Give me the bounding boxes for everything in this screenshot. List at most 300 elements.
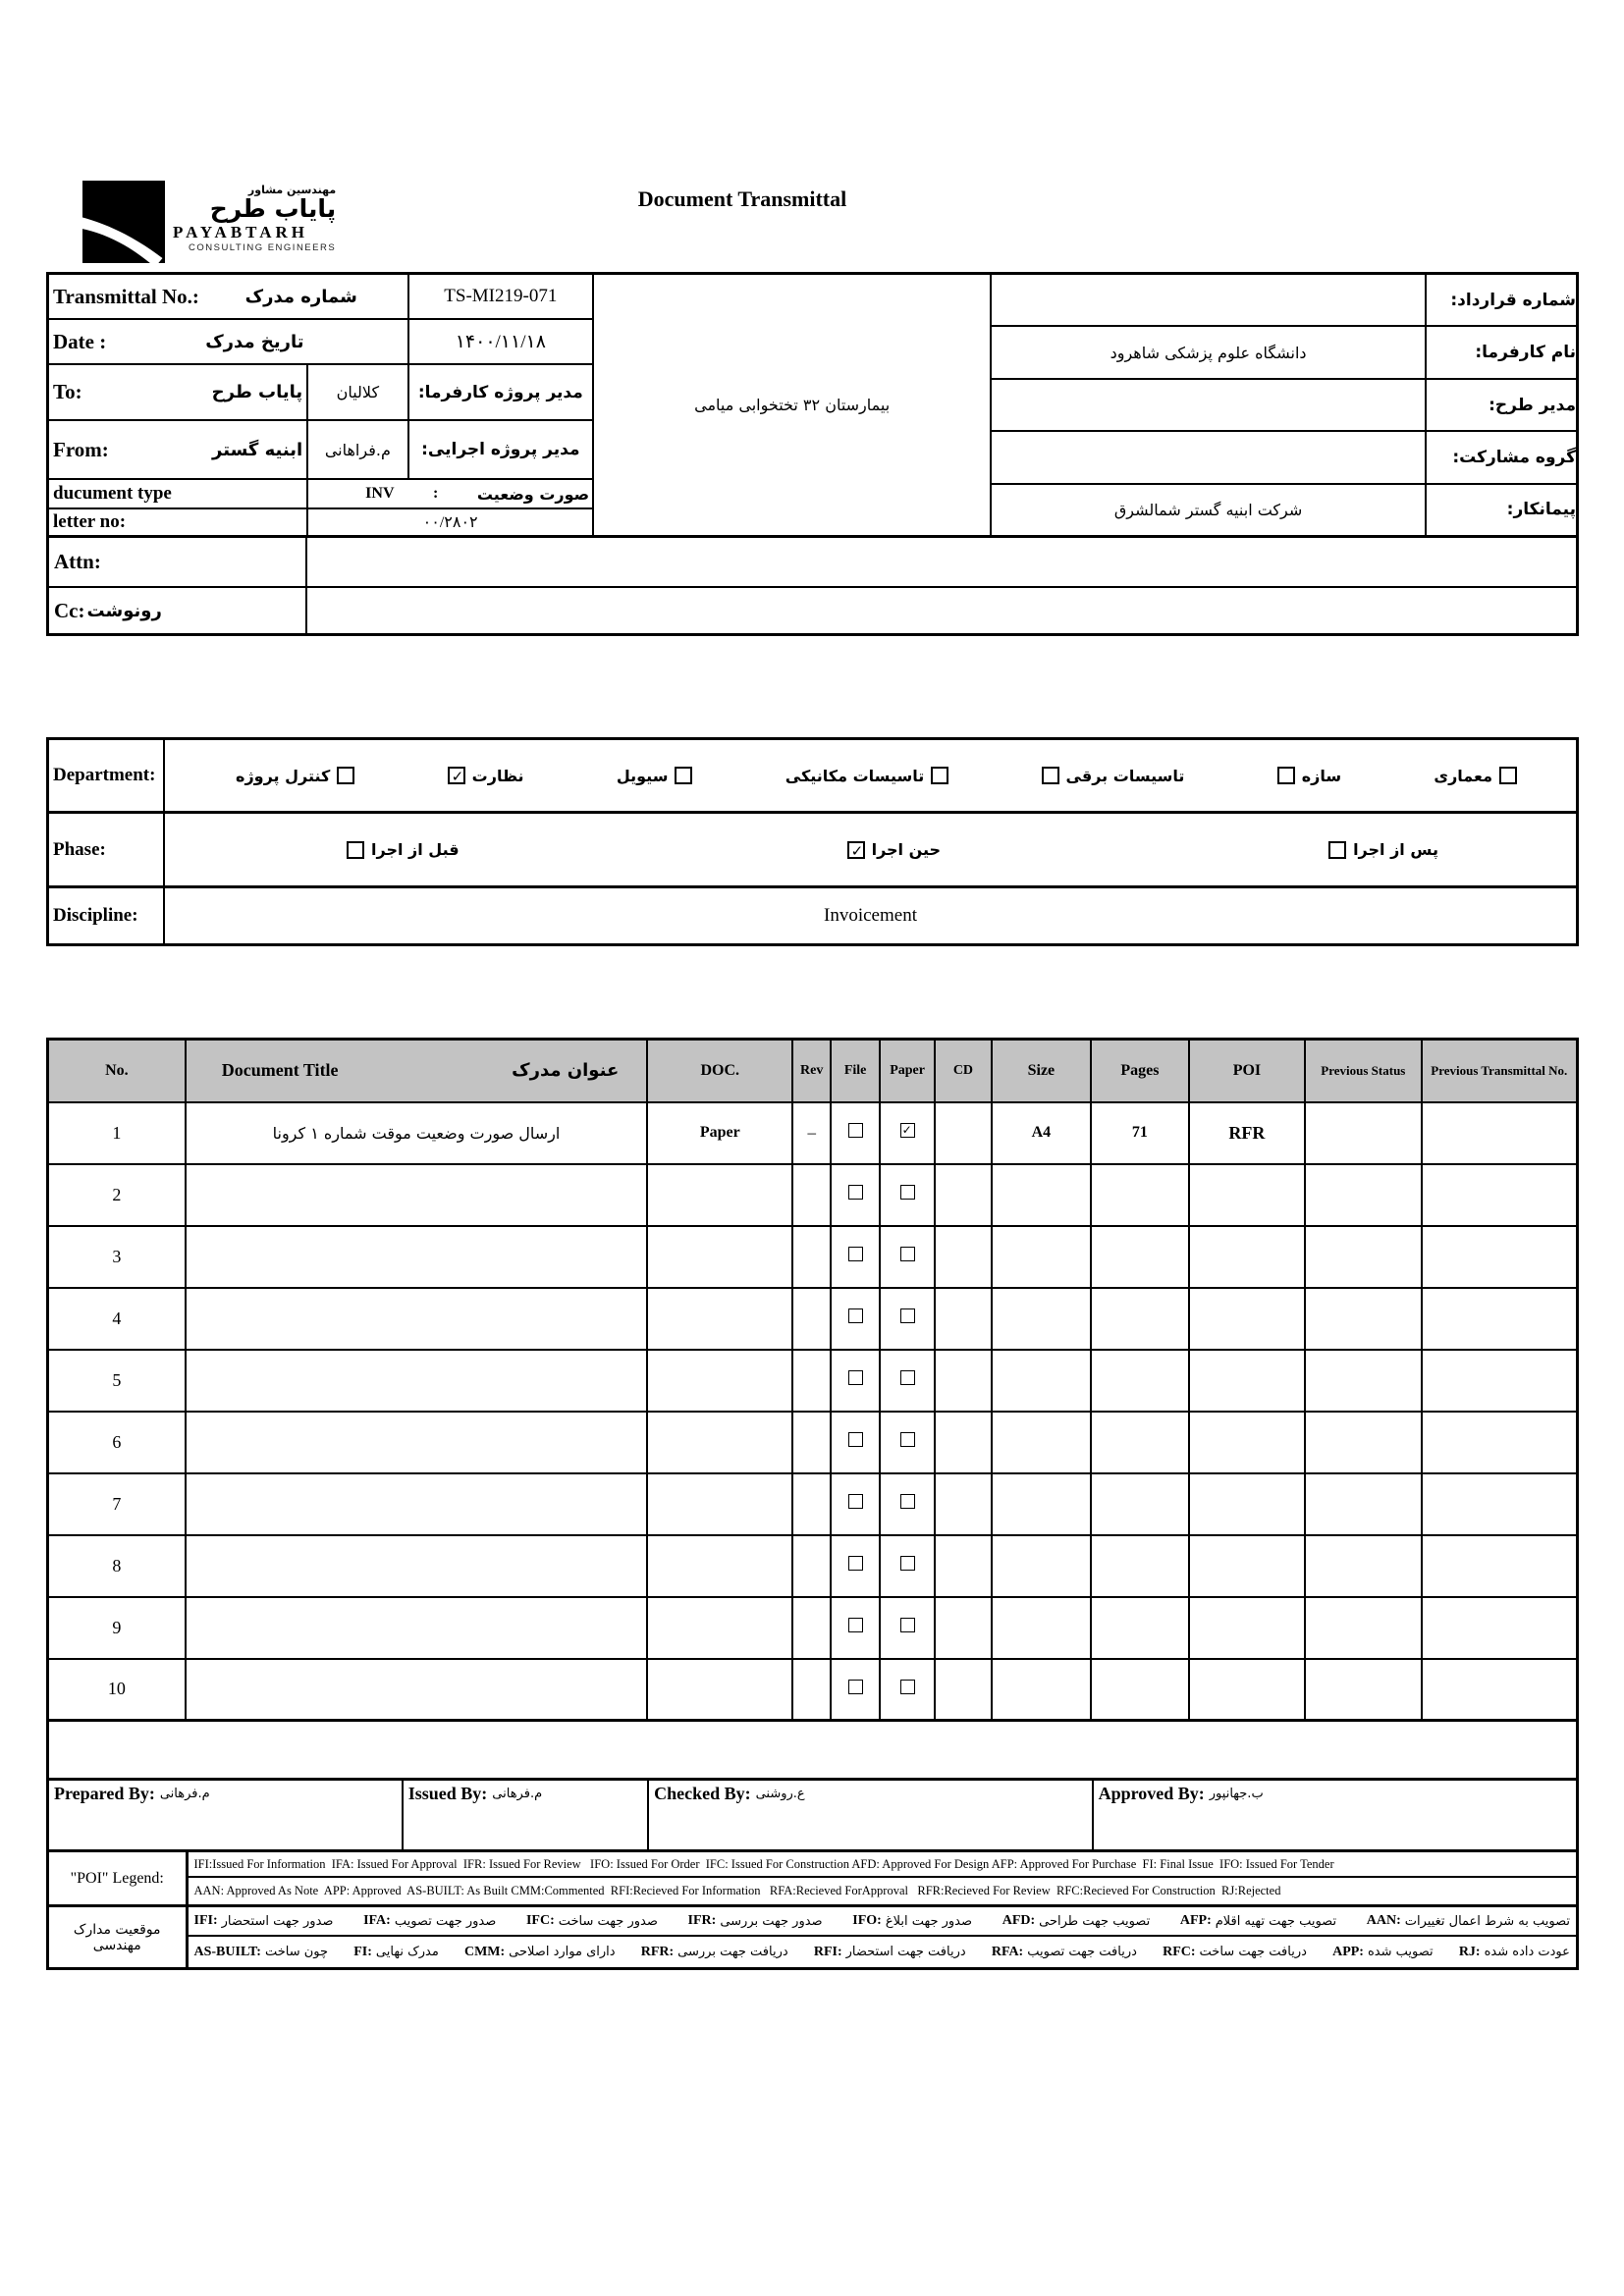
project-name-cell <box>594 275 992 535</box>
date-label: Date : <box>53 329 107 353</box>
cell-cd <box>935 1164 992 1226</box>
poi-legend-item <box>1002 1913 1151 1929</box>
document-type-colon: : <box>433 485 439 502</box>
cell-previous-status <box>1305 1226 1421 1288</box>
date-row <box>49 320 592 365</box>
poi-legend-code: IFO: <box>852 1913 882 1928</box>
date-label-fa: تاریخ مدرک <box>205 331 304 352</box>
file-checkbox[interactable] <box>848 1308 863 1323</box>
discipline-value: Invoicement <box>824 905 917 926</box>
attn-row <box>49 535 1576 586</box>
header-right-row-partnership-group <box>992 432 1576 484</box>
partnership-group-value <box>992 432 1425 482</box>
col-header-rev: Rev <box>792 1040 831 1102</box>
cell-previous-transmittal <box>1422 1226 1578 1288</box>
document-type-label: ducument type <box>53 483 172 504</box>
to-row <box>49 365 592 421</box>
poi-legend-item <box>852 1913 972 1929</box>
poi-legend-item <box>1332 1945 1434 1960</box>
cell-pages <box>1091 1412 1189 1473</box>
cell-poi: RFR <box>1189 1102 1305 1164</box>
cell-size <box>992 1412 1091 1473</box>
department-option-label: تاسیسات مکانیکی <box>785 766 925 785</box>
cell-rev <box>792 1288 831 1350</box>
table-row-7 <box>48 1473 1578 1535</box>
poi-legend-item <box>814 1945 966 1960</box>
cell-doc <box>647 1350 792 1412</box>
phase-row <box>49 814 1576 888</box>
paper-checkbox[interactable] <box>900 1123 915 1138</box>
cell-doc <box>647 1535 792 1597</box>
file-checkbox[interactable] <box>848 1185 863 1200</box>
table-row-6 <box>48 1412 1578 1473</box>
cell-title <box>186 1659 648 1721</box>
cell-cd <box>935 1350 992 1412</box>
department-options <box>165 740 1576 811</box>
department-option-electrical <box>1042 767 1185 785</box>
department-checkbox-electrical[interactable] <box>1042 767 1059 784</box>
cell-file <box>831 1659 880 1721</box>
cell-doc <box>647 1659 792 1721</box>
poi-legend-code: RFI: <box>813 1944 842 1959</box>
approved-by-label: Approved By: <box>1098 1784 1205 1803</box>
cell-rev: – <box>792 1102 831 1164</box>
file-checkbox[interactable] <box>848 1618 863 1632</box>
cell-file <box>831 1597 880 1659</box>
table-row-10 <box>48 1659 1578 1721</box>
cell-previous-transmittal <box>1422 1535 1578 1597</box>
document-type-row <box>49 480 592 509</box>
department-checkbox-supervision[interactable] <box>448 767 465 784</box>
cell-no: 5 <box>48 1350 186 1412</box>
cell-pages <box>1091 1597 1189 1659</box>
poi-legend-code: AAN: <box>1366 1913 1401 1928</box>
cell-paper <box>880 1473 935 1535</box>
logo-latin-subtitle: CONSULTING ENGINEERS <box>189 241 337 253</box>
signature-row <box>46 1778 1579 1852</box>
cell-previous-status <box>1305 1350 1421 1412</box>
poi-legend-item <box>688 1913 823 1929</box>
poi-legend-english-row-1: IFI:Issued For Information IFA: Issued For Approval IFR: Issued For Review IFO: Issued For Order IFC: Issued For Construction AFD: Approved For Design AFP: Approved For Purchase FI: Final Issue IFO: Issued For Tender <box>189 1852 1577 1878</box>
letter-no-row <box>49 509 592 535</box>
cell-title <box>186 1473 648 1535</box>
cell-pages <box>1091 1473 1189 1535</box>
phase-checkbox-during-execution[interactable] <box>847 841 865 859</box>
prepared-by-cell <box>49 1781 404 1849</box>
cell-pages: 71 <box>1091 1102 1189 1164</box>
col-header-cd: CD <box>935 1040 992 1102</box>
paper-checkbox[interactable] <box>900 1370 915 1385</box>
department-section <box>46 737 1579 946</box>
cell-poi <box>1189 1597 1305 1659</box>
poi-legend-persian-row-2 <box>189 1937 1577 1967</box>
poi-legend-item <box>1367 1913 1570 1929</box>
cell-poi <box>1189 1350 1305 1412</box>
cell-size: A4 <box>992 1102 1091 1164</box>
poi-legend-item <box>992 1945 1137 1960</box>
top-band <box>0 0 1624 272</box>
poi-legend-labels <box>49 1852 189 1967</box>
cell-paper <box>880 1102 935 1164</box>
col-header-previous-transmittal: Previous Transmittal No. <box>1422 1040 1578 1102</box>
cell-no: 10 <box>48 1659 186 1721</box>
cell-previous-status <box>1305 1659 1421 1721</box>
department-checkbox-structure[interactable] <box>1277 767 1295 784</box>
poi-legend-desc: تصویب جهت طراحی <box>1039 1913 1151 1929</box>
poi-legend-desc: صدور جهت ابلاغ <box>885 1913 973 1929</box>
department-option-label: سازه <box>1301 766 1342 785</box>
cell-previous-transmittal <box>1422 1164 1578 1226</box>
logo-persian-tagline: مهندسین مشاور <box>247 184 337 196</box>
department-option-mechanical <box>785 767 948 785</box>
department-option-label: نظارت <box>471 766 524 785</box>
date-value: ۱۴۰۰/۱۱/۱۸ <box>407 320 593 363</box>
prepared-by-label: Prepared By: <box>54 1784 155 1803</box>
cell-previous-status <box>1305 1412 1421 1473</box>
poi-legend-english-row-2: AAN: Approved As Note APP: Approved AS-BUILT: As Built CMM:Commented RFI:Recieved For Information RFA:Recieved ForApproval RFR:Recieved For Review RFC:Recieved For Construction RJ:Rejected <box>189 1878 1577 1907</box>
phase-option-label: پس از اجرا <box>1353 840 1438 859</box>
cell-doc: Paper <box>647 1102 792 1164</box>
header-right-row-contract-no <box>992 275 1576 327</box>
cell-no: 8 <box>48 1535 186 1597</box>
checked-by-cell <box>649 1781 1094 1849</box>
to-label: To: <box>53 380 82 403</box>
paper-checkbox[interactable] <box>900 1308 915 1323</box>
cell-cd <box>935 1535 992 1597</box>
cell-size <box>992 1597 1091 1659</box>
file-checkbox[interactable] <box>848 1123 863 1138</box>
file-checkbox[interactable] <box>848 1494 863 1509</box>
paper-checkbox[interactable] <box>900 1494 915 1509</box>
paper-checkbox[interactable] <box>900 1432 915 1447</box>
col-header-title <box>186 1040 648 1102</box>
cell-rev <box>792 1659 831 1721</box>
file-checkbox[interactable] <box>848 1370 863 1385</box>
cell-poi <box>1189 1659 1305 1721</box>
cell-previous-status <box>1305 1473 1421 1535</box>
from-row <box>49 421 592 480</box>
phase-option-before-execution <box>347 840 460 859</box>
col-header-no: No. <box>48 1040 186 1102</box>
cell-no: 9 <box>48 1597 186 1659</box>
cell-title <box>186 1288 648 1350</box>
cell-doc <box>647 1473 792 1535</box>
cell-previous-status <box>1305 1102 1421 1164</box>
cell-paper <box>880 1288 935 1350</box>
cell-pages <box>1091 1226 1189 1288</box>
department-checkbox-architecture[interactable] <box>1499 767 1517 784</box>
poi-legend-item <box>194 1945 329 1960</box>
contract-no-value <box>992 275 1425 325</box>
poi-legend-desc: عودت داده شده <box>1484 1945 1570 1959</box>
cell-pages <box>1091 1535 1189 1597</box>
poi-legend-code: IFC: <box>525 1913 555 1928</box>
department-option-project-control <box>236 767 354 785</box>
cell-paper <box>880 1412 935 1473</box>
cell-file <box>831 1288 880 1350</box>
to-person: کلالیان <box>336 383 380 401</box>
department-checkbox-mechanical[interactable] <box>931 767 948 784</box>
poi-legend-desc: تصویب جهت تهیه اقلام <box>1215 1913 1337 1929</box>
page-title: Document Transmittal <box>637 187 847 211</box>
issued-by-label: Issued By: <box>407 1784 488 1803</box>
cell-poi <box>1189 1473 1305 1535</box>
poi-legend-code: CMM: <box>463 1944 506 1959</box>
poi-legend-desc: دارای موارد اصلاحی <box>509 1945 616 1959</box>
poi-legend-item <box>363 1913 496 1929</box>
phase-option-during-execution <box>847 840 941 859</box>
prepared-by-name: م.فرهانی <box>159 1787 210 1801</box>
cell-previous-status <box>1305 1288 1421 1350</box>
cell-paper <box>880 1535 935 1597</box>
poi-legend-code: RJ: <box>1458 1944 1481 1959</box>
cell-poi <box>1189 1164 1305 1226</box>
poi-legend-body <box>189 1852 1577 1967</box>
cell-title <box>186 1226 648 1288</box>
col-header-paper: Paper <box>880 1040 935 1102</box>
poi-legend-item <box>464 1945 616 1960</box>
cell-paper <box>880 1164 935 1226</box>
col-header-title-en: Document Title <box>221 1060 339 1081</box>
poi-legend-item <box>1163 1945 1307 1960</box>
cell-rev <box>792 1597 831 1659</box>
cell-pages <box>1091 1164 1189 1226</box>
poi-legend-desc: صدور جهت استحضار <box>221 1913 334 1929</box>
cell-cd <box>935 1412 992 1473</box>
cell-rev <box>792 1350 831 1412</box>
cell-file <box>831 1350 880 1412</box>
from-value: ابنیه گستر <box>212 439 303 460</box>
table-row-9 <box>48 1597 1578 1659</box>
cell-size <box>992 1473 1091 1535</box>
cell-cd <box>935 1102 992 1164</box>
department-checkbox-civil[interactable] <box>675 767 692 784</box>
poi-legend-item <box>1180 1913 1336 1929</box>
cell-title <box>186 1412 648 1473</box>
transmittal-no-label-fa: شماره مدرک <box>244 286 357 307</box>
paper-checkbox[interactable] <box>900 1680 915 1694</box>
phase-option-label: قبل از اجرا <box>371 840 460 859</box>
department-option-structure <box>1277 767 1341 785</box>
cell-size <box>992 1226 1091 1288</box>
document-type-value-fa: صورت وضعیت <box>476 484 590 504</box>
cc-label-fa: رونوشت <box>86 600 162 621</box>
cell-rev <box>792 1473 831 1535</box>
poi-legend-code: IFR: <box>687 1913 717 1928</box>
poi-legend-code: FI: <box>353 1944 372 1959</box>
checked-by-label: Checked By: <box>654 1784 751 1803</box>
cell-size <box>992 1659 1091 1721</box>
attn-value <box>307 538 1576 586</box>
department-option-supervision <box>448 767 524 785</box>
poi-legend-code: AS-BUILT: <box>193 1944 261 1959</box>
cell-doc <box>647 1597 792 1659</box>
cell-previous-status <box>1305 1597 1421 1659</box>
department-label: Department: <box>49 740 165 811</box>
from-label: From: <box>53 437 109 461</box>
letter-no-label: letter no: <box>53 511 127 532</box>
cell-no: 6 <box>48 1412 186 1473</box>
cell-no: 4 <box>48 1288 186 1350</box>
client-name-label: نام کارفرما: <box>1425 327 1576 377</box>
transmittal-no-label: Transmittal No.: <box>53 284 199 308</box>
to-value: پایاب طرح <box>211 382 303 402</box>
cc-row <box>49 586 1576 633</box>
cell-cd <box>935 1659 992 1721</box>
department-option-label: سیویل <box>616 766 669 785</box>
cell-title <box>186 1535 648 1597</box>
cell-file <box>831 1412 880 1473</box>
cell-size <box>992 1164 1091 1226</box>
poi-legend-code: RFR: <box>640 1944 675 1959</box>
cell-paper <box>880 1597 935 1659</box>
table-row-2 <box>48 1164 1578 1226</box>
poi-legend-item <box>641 1945 788 1960</box>
cell-previous-status <box>1305 1164 1421 1226</box>
table-row-4 <box>48 1288 1578 1350</box>
transmittal-no-row <box>49 275 592 320</box>
cell-previous-transmittal <box>1422 1659 1578 1721</box>
poi-legend-code: RFA: <box>991 1944 1024 1959</box>
col-header-doc: DOC. <box>647 1040 792 1102</box>
cc-label: Cc: <box>54 598 85 622</box>
contract-no-label: شماره قرارداد: <box>1425 275 1576 325</box>
cell-rev <box>792 1412 831 1473</box>
phase-options <box>165 814 1576 885</box>
cell-poi <box>1189 1288 1305 1350</box>
table-row-1 <box>48 1102 1578 1164</box>
cell-cd <box>935 1226 992 1288</box>
partnership-group-label: گروه مشارکت: <box>1425 432 1576 482</box>
file-checkbox[interactable] <box>848 1432 863 1447</box>
paper-checkbox[interactable] <box>900 1556 915 1571</box>
issued-by-cell <box>404 1781 649 1849</box>
poi-legend-desc: تصویب شده <box>1367 1945 1434 1959</box>
cell-file <box>831 1535 880 1597</box>
poi-legend-persian-row-1 <box>189 1907 1577 1937</box>
cell-no: 3 <box>48 1226 186 1288</box>
phase-option-after-execution <box>1328 840 1438 859</box>
cell-pages <box>1091 1350 1189 1412</box>
exec-pm-label: مدیر پروژه اجرایی: <box>421 440 580 459</box>
paper-checkbox[interactable] <box>900 1618 915 1632</box>
logo-latin-name: PAYABTARH <box>173 222 309 241</box>
paper-checkbox[interactable] <box>900 1185 915 1200</box>
letter-no-value: ۰۰/۲۸۰۲ <box>306 509 592 535</box>
department-option-label: تاسیسات برقی <box>1065 766 1185 785</box>
cell-rev <box>792 1226 831 1288</box>
col-header-title-fa: عنوان مدرک <box>512 1060 620 1082</box>
from-person: م.فراهانی <box>324 440 391 459</box>
poi-legend-code: RFC: <box>1163 1944 1196 1959</box>
header-right-row-contractor <box>992 485 1576 535</box>
poi-legend-code: AFP: <box>1179 1913 1212 1928</box>
cell-doc <box>647 1412 792 1473</box>
cell-previous-status <box>1305 1535 1421 1597</box>
contractor-value: شرکت ابنیه گستر شمالشرق <box>1113 500 1303 519</box>
col-header-pages: Pages <box>1091 1040 1189 1102</box>
cell-title <box>186 1164 648 1226</box>
paper-checkbox[interactable] <box>900 1247 915 1261</box>
client-pm-label: مدیر پروژه کارفرما: <box>417 382 583 402</box>
cell-paper <box>880 1350 935 1412</box>
document-type-value: INV <box>365 485 395 502</box>
cell-size <box>992 1288 1091 1350</box>
client-name-value: دانشگاه علوم پزشکی شاهرود <box>1110 343 1307 362</box>
file-checkbox[interactable] <box>848 1680 863 1694</box>
approved-by-name: ب.جهانپور <box>1209 1787 1264 1801</box>
cell-previous-transmittal <box>1422 1102 1578 1164</box>
poi-legend-code: IFI: <box>193 1913 218 1928</box>
cell-doc <box>647 1226 792 1288</box>
poi-legend-item <box>194 1913 334 1929</box>
department-checkbox-project-control[interactable] <box>337 767 354 784</box>
contractor-label: پیمانکار: <box>1425 485 1576 535</box>
issued-by-name: م.فرهانی <box>492 1787 543 1801</box>
poi-legend-desc: مدرک نهایی <box>375 1945 439 1959</box>
table-row-5 <box>48 1350 1578 1412</box>
cell-pages <box>1091 1659 1189 1721</box>
poi-legend-item <box>526 1913 658 1929</box>
poi-legend-desc: دریافت جهت بررسی <box>677 1945 788 1959</box>
department-option-architecture <box>1434 767 1517 785</box>
logo-persian-name: پایاب طرح <box>209 193 337 223</box>
department-option-label: کنترل پروژه <box>236 766 331 785</box>
cell-file <box>831 1473 880 1535</box>
cell-paper <box>880 1226 935 1288</box>
header-right-row-client-name <box>992 327 1576 379</box>
cell-pages <box>1091 1288 1189 1350</box>
checked-by-name: ع.روشنی <box>755 1787 805 1801</box>
department-option-label: معماری <box>1434 766 1492 785</box>
phase-option-label: حین اجرا <box>871 840 942 859</box>
cell-previous-transmittal <box>1422 1288 1578 1350</box>
file-checkbox[interactable] <box>848 1556 863 1571</box>
plan-manager-label: مدیر طرح: <box>1425 380 1576 430</box>
cell-title <box>186 1350 648 1412</box>
cell-poi <box>1189 1226 1305 1288</box>
col-header-previous-status: Previous Status <box>1305 1040 1421 1102</box>
cell-title <box>186 1597 648 1659</box>
cell-no: 1 <box>48 1102 186 1164</box>
phase-checkbox-after-execution[interactable] <box>1328 841 1346 859</box>
cc-value <box>307 588 1576 633</box>
cell-previous-transmittal <box>1422 1412 1578 1473</box>
cell-file <box>831 1164 880 1226</box>
cell-cd <box>935 1473 992 1535</box>
col-header-file: File <box>831 1040 880 1102</box>
poi-legend-item <box>353 1945 439 1960</box>
cell-cd <box>935 1597 992 1659</box>
poi-legend-item <box>1459 1945 1570 1960</box>
poi-legend-desc: چون ساخت <box>264 1945 329 1959</box>
header-right-panel <box>992 275 1576 535</box>
attn-label: Attn: <box>54 550 101 573</box>
cell-title: ارسال صورت وضعیت موقت شماره ۱ کرونا <box>186 1102 648 1164</box>
poi-legend-desc: دریافت جهت تصویب <box>1027 1945 1137 1959</box>
poi-legend-desc: صدور جهت بررسی <box>720 1913 823 1929</box>
col-header-size: Size <box>992 1040 1091 1102</box>
table-row-3 <box>48 1226 1578 1288</box>
transmittal-header-table <box>46 272 1579 636</box>
file-checkbox[interactable] <box>848 1247 863 1261</box>
poi-legend-desc: تصویب به شرط اعمال تغییرات <box>1404 1913 1570 1929</box>
project-name: بیمارستان ۳۲ تختخوابی میامی <box>694 396 891 414</box>
cell-file <box>831 1102 880 1164</box>
phase-checkbox-before-execution[interactable] <box>347 841 364 859</box>
document-table <box>46 1038 1579 1781</box>
poi-legend-code: APP: <box>1332 1944 1364 1959</box>
